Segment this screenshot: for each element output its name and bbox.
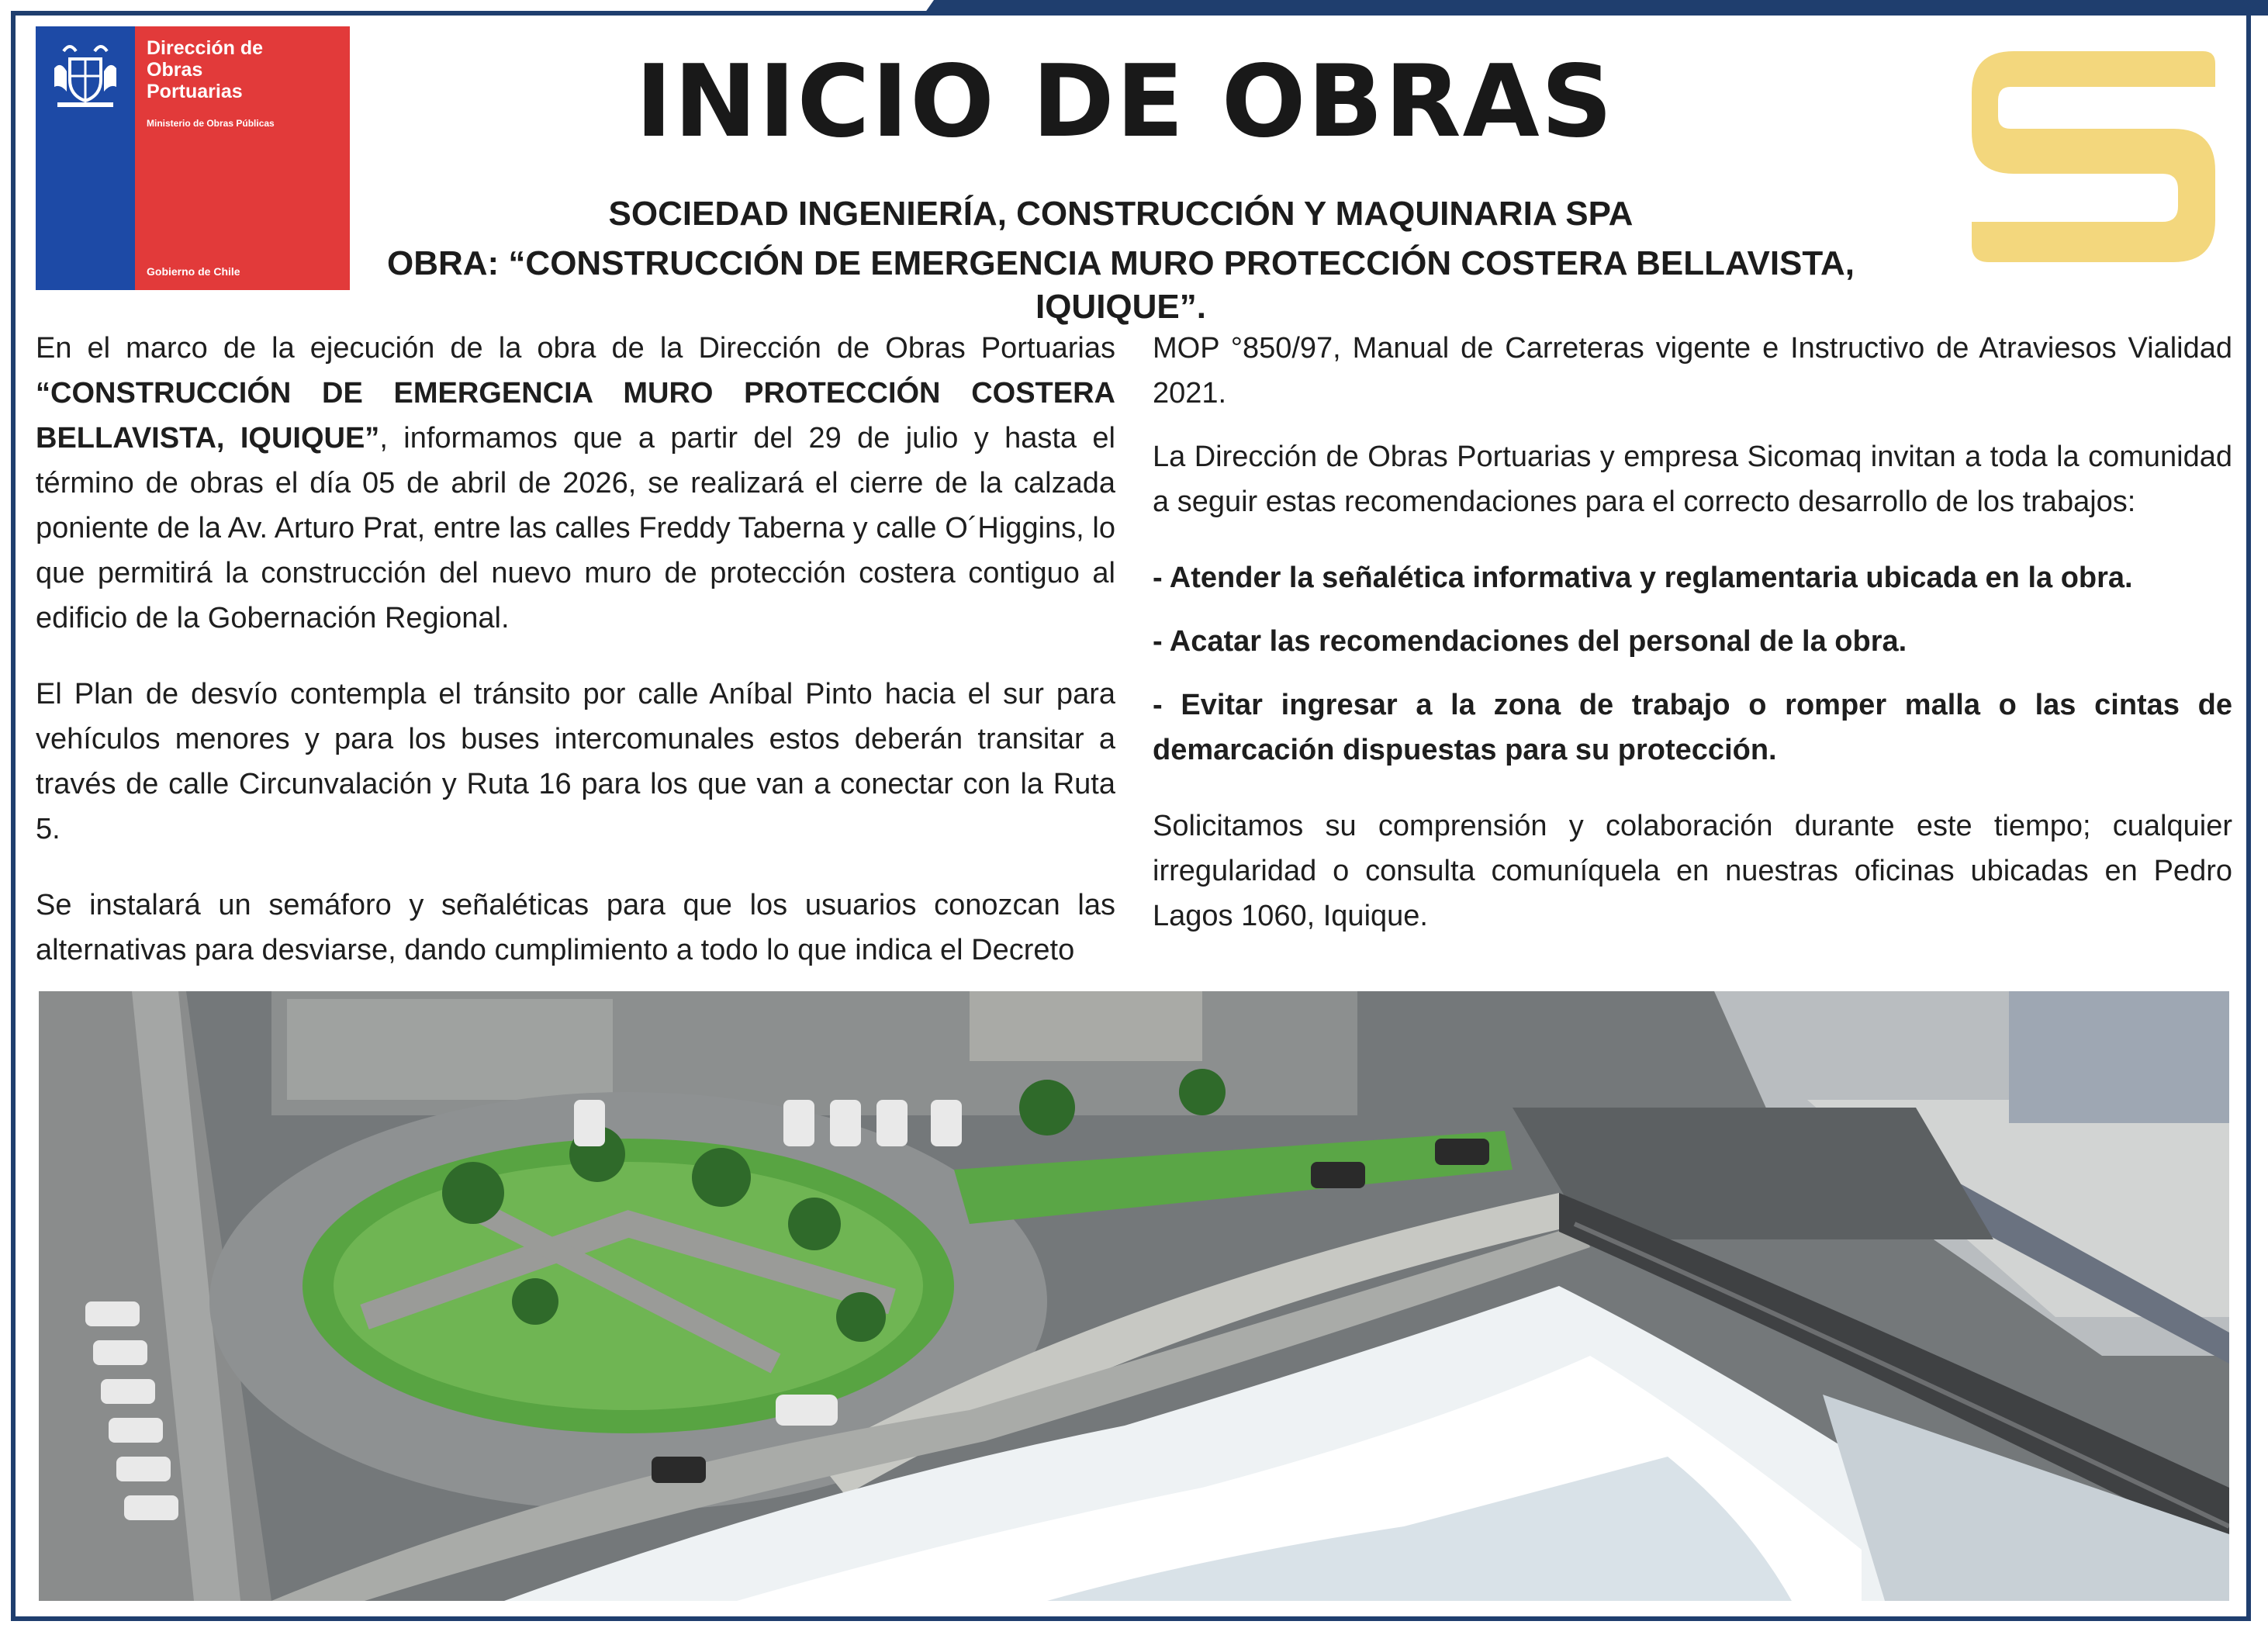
paragraph-signage: Se instalará un semáforo y señaléticas para que los usuarios conozcan las alternativas para desviarse, dando cumplimiento a todo lo que indica el Decreto [36,889,1115,966]
aerial-photo [39,991,2229,1601]
project-name: OBRA: “CONSTRUCCIÓN DE EMERGENCIA MURO PROTECCIÓN COSTERA BELLAVISTA, IQUIQUE”. [386,244,1855,326]
right-column [1153,326,2232,938]
recommendation-item: - Atender la señalética informativa y reglamentaria ubicada en la obra. [1153,562,2133,594]
logo-line-3: Portuarias [147,81,243,102]
left-column [36,326,1115,973]
recommendation-item: - Evitar ingresar a la zona de trabajo o romper malla o las cintas de demarcación dispuestas para su protección. [1153,689,2232,766]
top-accent-band [923,0,2268,16]
company-s-logo-icon [1917,26,2243,290]
logo-line-1: Dirección de [147,37,264,59]
paragraph-closing: Solicitamos su comprensión y colaboración durante este tiempo; cualquier irregularidad o consulta comuníquela en nuestras oficinas ubicadas en Pedro Lagos 1060, Iquique. [1153,810,2232,932]
logo-ministry: Ministerio de Obras Públicas [147,118,275,129]
recommendation-item: - Acatar las recomendaciones del personal de la obra. [1153,625,1907,658]
notice-title: INICIO DE OBRAS [635,44,1614,160]
company-name: SOCIEDAD INGENIERÍA, CONSTRUCCIÓN Y MAQUINARIA SPA [608,195,1634,233]
paragraph-intro: En el marco de la ejecución de la obra de la Dirección de Obras Portuarias “CONSTRUCCIÓN DE EMERGENCIA MURO PROTECCIÓN COSTERA BELLAVISTA, IQUIQUE”, informamos que a partir del 29 de julio y hasta el término de obras el día 05 de abril de 2026, se realizará el cierre de la calzada poniente de la Av. Arturo Prat, entre las calles Freddy Taberna y calle O´Higgins, lo que permitirá la construcción del nuevo muro de protección costera contiguo al edificio de la Gobernación Regional. [36,332,1115,634]
logo-government: Gobierno de Chile [147,265,240,278]
aerial-photo-illustration [39,991,2229,1601]
dop-logo [36,26,350,290]
logo-line-2: Obras [147,59,203,81]
paragraph-invitation: La Dirección de Obras Portuarias y empresa Sicomaq invitan a toda la comunidad a seguir estas recomendaciones para el correcto desarrollo de los trabajos: [1153,441,2232,518]
paragraph-decree-continued: MOP °850/97, Manual de Carreteras vigente e Instructivo de Atraviesos Vialidad 2021. [1153,332,2232,410]
project-name-bold: “CONSTRUCCIÓN DE EMERGENCIA MURO PROTECCIÓN COSTERA BELLAVISTA, IQUIQUE” [36,377,1115,455]
chile-coat-of-arms-icon [47,37,124,115]
paragraph-detour-plan: El Plan de desvío contempla el tránsito por calle Aníbal Pinto hacia el sur para vehículos menores y para los buses intercomunales estos deberán transitar a través de calle Circunvalación y Ruta 16 para los que van a conectar con la Ruta 5. [36,678,1115,845]
